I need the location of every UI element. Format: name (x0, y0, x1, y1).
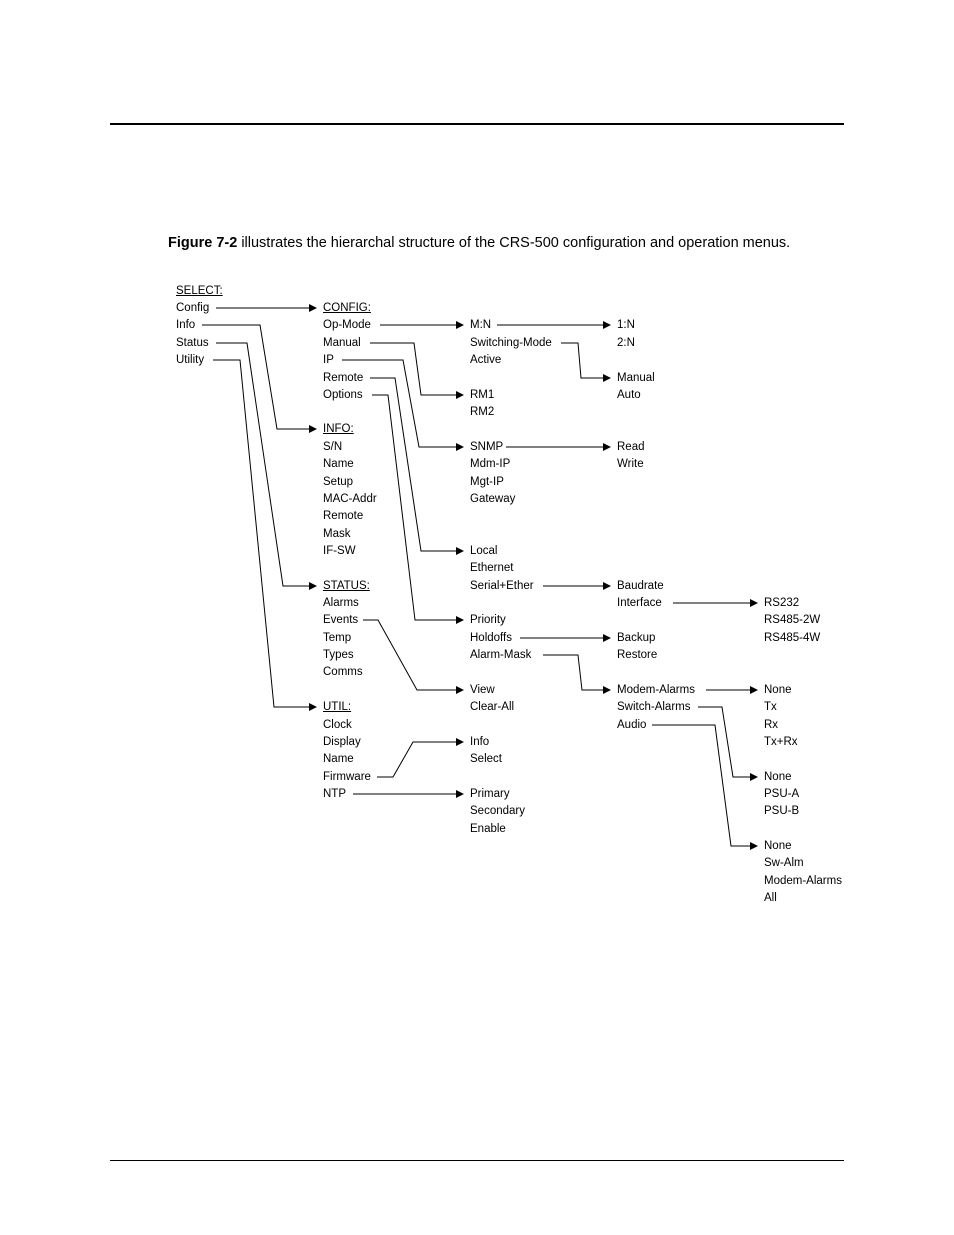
connector-alarm-mask (543, 655, 610, 690)
info-menu-header: INFO: (323, 423, 354, 435)
status-menu-header: STATUS: (323, 580, 370, 592)
switching-mode-item-auto: Auto (617, 389, 641, 401)
audio-item-none: None (764, 840, 792, 852)
remote-item-local: Local (470, 545, 498, 557)
ip-item-mgt-ip: Mgt-IP (470, 476, 504, 488)
connector-status (216, 343, 316, 586)
interface-item-rs485-4w: RS485-4W (764, 632, 821, 644)
manual-item-rm2: RM2 (470, 406, 495, 418)
status-item-comms: Comms (323, 666, 363, 678)
interface-item-rs232: RS232 (764, 597, 800, 609)
opmode-item-switching-mode: Switching-Mode (470, 337, 552, 349)
ntp-item-primary: Primary (470, 788, 510, 800)
remote-item-serial-ether: Serial+Ether (470, 580, 534, 592)
connector-info (202, 325, 316, 429)
events-item-clear-all: Clear-All (470, 701, 515, 713)
select-item-utility: Utility (176, 354, 205, 366)
alarm-mask-item-modem-alarms: Modem-Alarms (617, 684, 695, 696)
config-item-op-mode: Op-Mode (323, 319, 371, 331)
select-item-info: Info (176, 319, 196, 331)
switch-alarms-item-none: None (764, 771, 792, 783)
mn-item-1n: 1:N (617, 319, 635, 331)
alarm-mask-item-audio: Audio (617, 719, 647, 731)
ntp-item-enable: Enable (470, 823, 506, 835)
config-menu-header: CONFIG: (323, 302, 371, 314)
info-item-mask: Mask (323, 528, 351, 540)
util-item-clock: Clock (323, 719, 352, 731)
config-item-remote: Remote (323, 372, 364, 384)
serial-ether-item-interface: Interface (617, 597, 662, 609)
info-item-name: Name (323, 458, 354, 470)
audio-item-sw-alm: Sw-Alm (764, 857, 804, 869)
status-item-types: Types (323, 649, 354, 661)
modem-alarms-item-rx: Rx (764, 719, 779, 731)
util-item-firmware: Firmware (323, 771, 371, 783)
serial-ether-item-baudrate: Baudrate (617, 580, 664, 592)
ntp-item-secondary: Secondary (470, 805, 525, 817)
opmode-item-mn: M:N (470, 319, 492, 331)
info-item-if-sw: IF-SW (323, 545, 356, 557)
firmware-item-info: Info (470, 736, 490, 748)
select-item-status: Status (176, 337, 209, 349)
audio-item-modem-alarms: Modem-Alarms (764, 875, 842, 887)
config-item-ip: IP (323, 354, 334, 366)
util-item-name: Name (323, 753, 354, 765)
switch-alarms-item-psu-b: PSU-B (764, 805, 800, 817)
events-item-view: View (470, 684, 495, 696)
holdoffs-item-restore: Restore (617, 649, 658, 661)
modem-alarms-item-none: None (764, 684, 792, 696)
util-menu-header: UTIL: (323, 701, 352, 713)
connector-audio (652, 725, 757, 846)
status-item-temp: Temp (323, 632, 352, 644)
holdoffs-item-backup: Backup (617, 632, 656, 644)
connector-utility (213, 360, 316, 707)
modem-alarms-item-tx: Tx (764, 701, 777, 713)
alarm-mask-item-switch-alarms: Switch-Alarms (617, 701, 691, 713)
options-item-alarm-mask: Alarm-Mask (470, 649, 532, 661)
connector-remote (370, 378, 463, 551)
footer-rule (110, 1160, 844, 1161)
util-item-ntp: NTP (323, 788, 346, 800)
snmp-item-write: Write (617, 458, 644, 470)
options-item-priority: Priority (470, 614, 506, 626)
options-item-holdoffs: Holdoffs (470, 632, 512, 644)
opmode-item-active: Active (470, 354, 502, 366)
firmware-item-select: Select (470, 753, 502, 765)
switching-mode-item-manual: Manual (617, 372, 655, 384)
connector-manual (370, 343, 463, 395)
info-item-mac-addr: MAC-Addr (323, 493, 377, 505)
config-item-options: Options (323, 389, 363, 401)
connector-switching-mode (561, 343, 610, 378)
modem-alarms-item-tx-rx: Tx+Rx (764, 736, 798, 748)
connector-switch-alarms (698, 707, 757, 777)
info-item-setup: Setup (323, 476, 354, 488)
info-item-sn: S/N (323, 441, 343, 453)
ip-item-snmp: SNMP (470, 441, 504, 453)
ip-item-gateway: Gateway (470, 493, 516, 505)
util-item-display: Display (323, 736, 361, 748)
remote-item-ethernet: Ethernet (470, 562, 514, 574)
ip-item-mdm-ip: Mdm-IP (470, 458, 511, 470)
audio-item-all: All (764, 892, 777, 904)
connector-firmware (377, 742, 463, 777)
connector-options (372, 395, 463, 620)
interface-item-rs485-2w: RS485-2W (764, 614, 821, 626)
select-menu-header: SELECT: (176, 285, 223, 297)
intro-text: illustrates the hierarchal structure of the CRS-500 configuration and operation menus. (237, 234, 791, 251)
manual-item-rm1: RM1 (470, 389, 495, 401)
status-item-alarms: Alarms (323, 597, 359, 609)
info-item-remote: Remote (323, 510, 364, 522)
status-item-events: Events (323, 614, 359, 626)
select-item-config: Config (176, 302, 210, 314)
connector-events (363, 620, 463, 690)
figure-reference: Figure 7-2 (168, 234, 238, 251)
config-item-manual: Manual (323, 337, 361, 349)
mn-item-2n: 2:N (617, 337, 635, 349)
switch-alarms-item-psu-a: PSU-A (764, 788, 800, 800)
snmp-item-read: Read (617, 441, 645, 453)
